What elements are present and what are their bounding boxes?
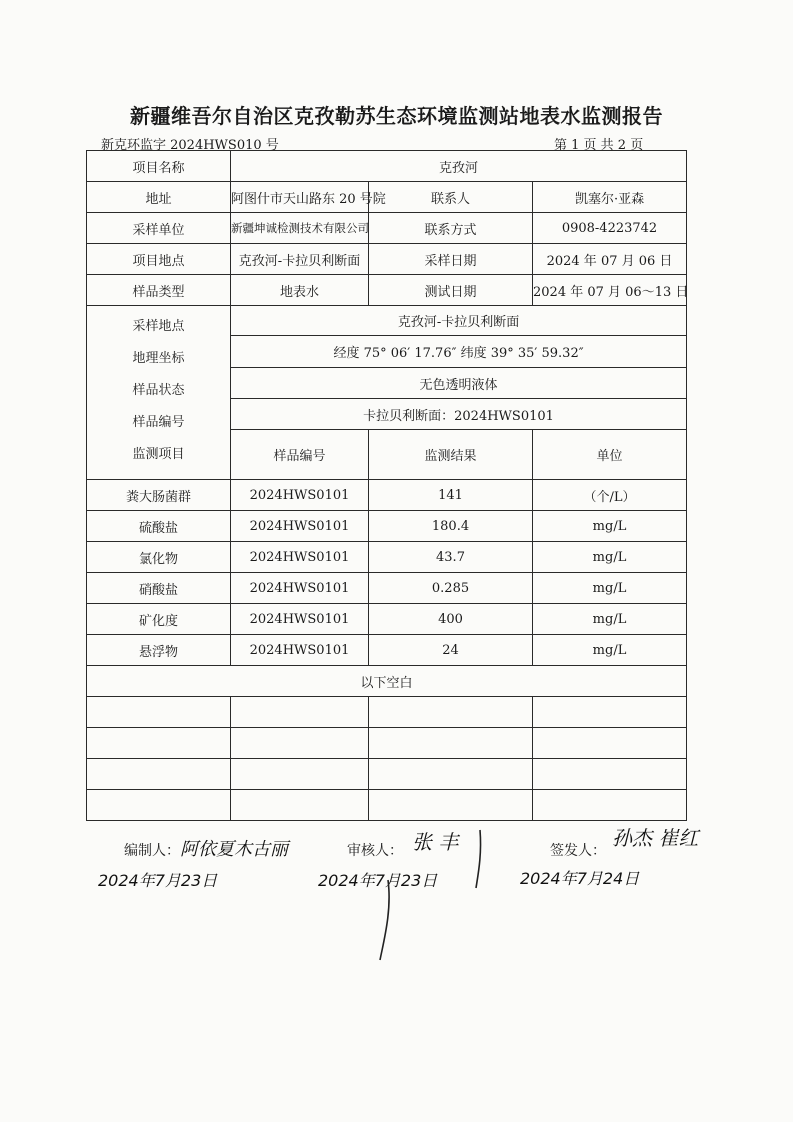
result-sample-id: 2024HWS0101 [231,573,369,604]
phone-label: 联系方式 [369,213,533,244]
reviewer-label: 审核人： [347,843,403,859]
items-label: 监测项目 [132,447,185,462]
result-value: 141 [369,480,533,511]
result-sample-id: 2024HWS0101 [231,635,369,666]
address-label: 地址 [87,182,231,213]
document-number: 新克环监字 2024HWS010 号 [101,138,279,153]
preparer-date: 2024年7月23日 [98,871,218,890]
issuer-signature: 孙杰 崔红 [612,826,699,850]
sample-date-label: 采样日期 [369,244,533,275]
result-unit: mg/L [533,511,687,542]
result-value: 43.7 [369,542,533,573]
location-label: 采样地点 [132,319,185,334]
result-value: 180.4 [369,511,533,542]
site-value: 克孜河-卡拉贝利断面 [231,244,369,275]
site-label: 项目地点 [87,244,231,275]
sample-date-value: 2024 年 07 月 06 日 [533,244,687,275]
result-unit: （个/L） [533,480,687,511]
result-sample-id: 2024HWS0101 [231,480,369,511]
header-result: 监测结果 [369,430,533,480]
page-number: 第 1 页 共 2 页 [554,138,644,153]
test-date-value: 2024 年 07 月 06～13 日 [533,275,687,306]
result-unit: mg/L [533,635,687,666]
result-sample-id: 2024HWS0101 [231,542,369,573]
address-value: 阿图什市天山路东 20 号院 [231,182,369,213]
reviewer-signature: 张 丰 [412,830,459,854]
header-sample-id: 样品编号 [231,430,369,480]
sampler-value: 新疆坤诚检测技术有限公司 [231,213,369,244]
sampler-label: 采样单位 [87,213,231,244]
result-item: 硝酸盐 [87,573,231,604]
result-sample-id: 2024HWS0101 [231,604,369,635]
result-item: 氯化物 [87,542,231,573]
location-value: 克孜河-卡拉贝利断面 [231,306,687,336]
result-value: 24 [369,635,533,666]
result-item: 硫酸盐 [87,511,231,542]
blank-note: 以下空白 [87,666,687,697]
sample-type-value: 地表水 [231,275,369,306]
coords-value: 经度 75° 06′ 17.76″ 纬度 39° 35′ 59.32″ [231,336,687,368]
result-item: 矿化度 [87,604,231,635]
test-date-label: 测试日期 [369,275,533,306]
project-name-label: 项目名称 [87,151,231,182]
contact-value: 凯塞尔·亚森 [533,182,687,213]
state-value: 无色透明液体 [231,368,687,399]
issuer-date: 2024年7月24日 [520,869,640,888]
contact-label: 联系人 [369,182,533,213]
result-value: 400 [369,604,533,635]
result-item: 悬浮物 [87,635,231,666]
result-unit: mg/L [533,573,687,604]
reviewer-date: 2024年7月23日 [318,871,438,890]
state-label: 样品状态 [132,383,185,398]
result-item: 粪大肠菌群 [87,480,231,511]
result-unit: mg/L [533,542,687,573]
sample-id-value: 卡拉贝利断面：2024HWS0101 [231,399,687,430]
result-sample-id: 2024HWS0101 [231,511,369,542]
preparer-signature: 阿依夏木古丽 [180,839,288,860]
result-unit: mg/L [533,604,687,635]
result-value: 0.285 [369,573,533,604]
sample-id-label: 样品编号 [132,415,185,430]
phone-value: 0908-4223742 [533,213,687,244]
sample-type-label: 样品类型 [87,275,231,306]
header-unit: 单位 [533,430,687,480]
report-title: 新疆维吾尔自治区克孜勒苏生态环境监测站地表水监测报告 [130,104,663,128]
preparer-label: 编制人： [124,843,180,859]
project-name-value: 克孜河 [231,151,687,182]
coords-label: 地理坐标 [132,351,185,366]
issuer-label: 签发人： [550,843,606,859]
